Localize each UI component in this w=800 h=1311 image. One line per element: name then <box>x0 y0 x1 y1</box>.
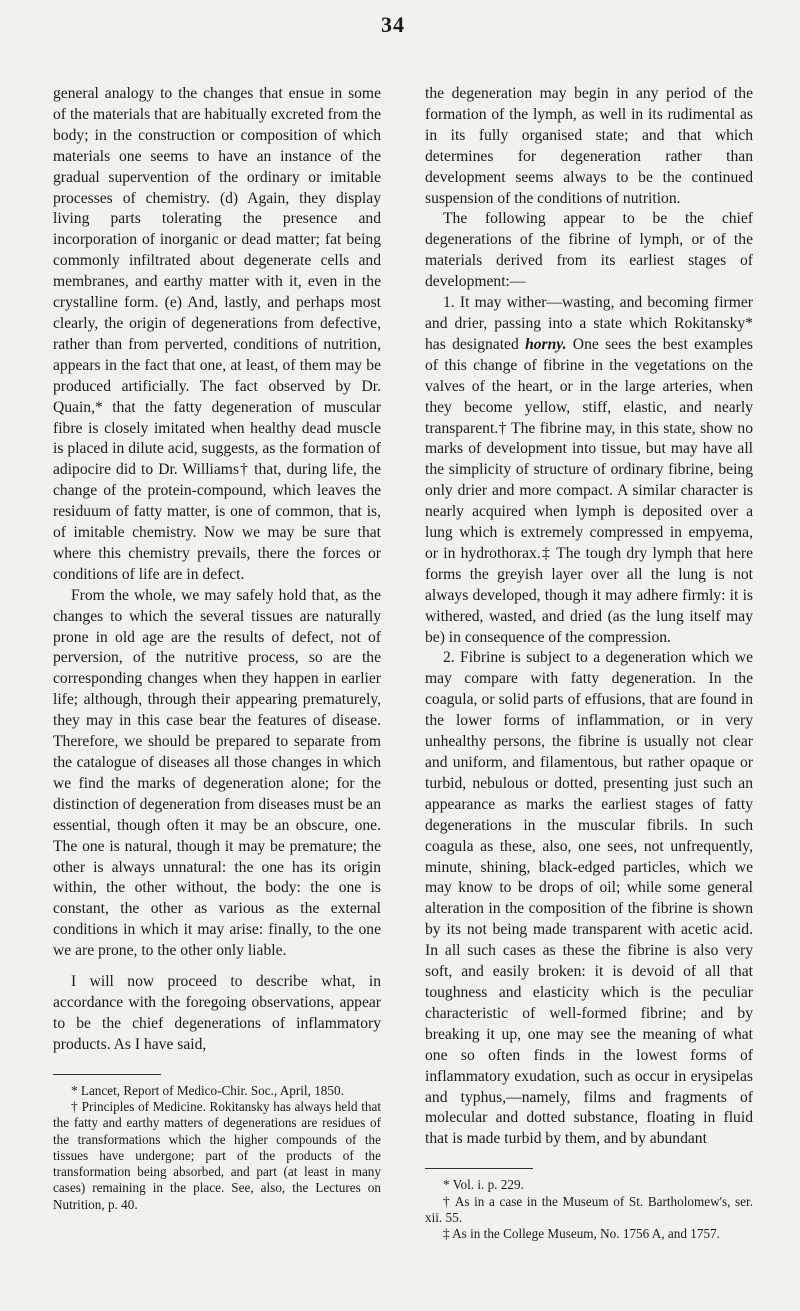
footnote-quain: * Lancet, Report of Medico-Chir. Soc., April, 1850. <box>71 1082 344 1098</box>
left-paragraph-2: From the whole, we may safely hold that, as the changes to which the several tissues are naturally prone in old age are the results of defect, not of perversion, of the nutritive process, so are the corresponding changes when they happen in earlier life; although, through their appearing prematurely, they may in this case bear the features of disease. Therefore, we should be prepared to separate from the catalogue of diseases all those changes in which we find the marks of degeneration alone; for the distinction of degeneration from diseases must be an essential, though often it may be an obscure, one. The one is natural, though it may be premature; the other is always unnatural: the one has its origin within, the other without, the body: the one is constant, the other as various as the external conditions in which it may arise: finally, to the one we are prone, to the other only liable. <box>53 586 381 960</box>
left-paragraph-3: I will now proceed to describe what, in accordance with the foregoing observations, appear to be the chief degenerations of inflammatory products. As I have said, <box>53 973 381 1053</box>
right-footnotes <box>425 1177 753 1242</box>
list-item-1 <box>425 293 753 648</box>
left-column <box>53 84 381 1213</box>
page-number: 34 <box>381 12 405 37</box>
footnote-divider-right <box>425 1168 533 1169</box>
footnote-williams: † Principles of Medicine. Rokitansky has always held that the fatty and earthy matters of degenerations are residues of the transformations which the higher compounds of the tissues have undergone; part of the products of the transformation being absorbed, and part (at least in many cases) remaining in the place. See, also, the Lectures on Nutrition, p. 40. <box>53 1098 381 1212</box>
right-column <box>425 84 753 1242</box>
footnote-vol: * Vol. i. p. 229. <box>443 1177 524 1193</box>
right-paragraph-2: The following appear to be the chief degenerations of the fibrine of lymph, or of the materials derived from its earliest stages of development:— <box>425 210 753 291</box>
footnote-divider <box>53 1074 161 1075</box>
list-item-2: 2. Fibrine is subject to a degeneration which we may compare with fatty degeneration. In the coagula, or solid parts of effusions, that are found in the lower forms of inflammation, or in very unhealthy persons, the fibrine is usually not clear and uniform, and filamentous, but rather opaque or turbid, nebulous or dotted, presenting just such an appearance as marks the earliest stages of fatty degenerations in the muscular fibrils. In such coagula as these, also, one sees, not unfrequently, minute, shining, black-edged particles, which we may know to be drops of oil; while some general alteration in the composition of the fibrine is shown by its not being made transparent with acetic acid. In all such cases as these the fibrine is also very soft, and easily broken: it is devoid of all that toughness and elasticity which is the peculiar characteristic of well-formed fibrine; and by breaking it up, one may see the meaning of what one so often finds in the lowest forms of inflammatory exudation, such as occur in erysipelas and typhus,—namely, films and fragments of molecular and dotted substance, floating in fluid that is made turbid by them, and by abundant <box>425 649 753 1148</box>
item1-text-start: 1. It may wither—wasting, and becoming firmer and drier, passing into a state which Rokitansky* has designated <box>425 294 753 353</box>
left-footnotes <box>53 1083 381 1213</box>
item1-text-end: One sees the best examples of this change of fibrine in the vegetations on the valves of the heart, or in the large arteries, when they become yellow, stiff, elastic, and nearly transparent.† The fibrine may, in this state, show no marks of development into tissue, but may have all the simplicity of structure of ordinary fibrine, being only drier and more compact. A similar character is nearly acquired when lymph is deposited over a lung which is extremely compressed in empyema, or in hydrothorax.‡ The tough dry lymph that here forms the greyish layer over all the lung is not always developed, though it may adhere firmly: it is withered, wasted, and dried (as the lung itself may be) in consequence of the compression. <box>425 335 753 646</box>
term-horny: horny. <box>525 335 567 353</box>
left-paragraph-1: general analogy to the changes that ensue in some of the materials that are habitually excreted from the body; in the construction or composition of which materials one seems to have an instance of the gradual supervention of the ordinary or imitable processes of chemistry. (d) Again, they display living parts tolerating the presence and incorporation of inorganic or dead matter; fat being commonly infiltrated about degenerate cells and membranes, and earthy matter with it, even in the crystalline form. (e) And, lastly, and perhaps most clearly, the origin of degenerations from defective, rather than from perverted, conditions of nutrition, appears in the fact that one, at least, of them may be produced artificially. The fact observed by Dr. Quain,* that the fatty degeneration of muscular fibre is closely imitated when healthy dead muscle is placed in dilute acid, suggests, as the formation of adipocire did to Dr. Williams† that, during life, the change of the protein-compound, which leaves the residuum of fatty matter, is one of common, that is, of imitable chemistry. Now we may be sure that where this chemistry prevails, there the forces or conditions of life are in defect. <box>53 85 381 583</box>
right-paragraph-1: the degeneration may begin in any period of the formation of the lymph, as well in its rudimental as in its fully organised state; and that which determines for degeneration rather than development seems always to be the continued suspension of the conditions of nutrition. <box>425 85 753 207</box>
footnote-college-museum: ‡ As in the College Museum, No. 1756 A, and 1757. <box>443 1226 720 1242</box>
footnote-bartholomew: † As in a case in the Museum of St. Bartholomew's, ser. xii. 55. <box>425 1193 753 1225</box>
